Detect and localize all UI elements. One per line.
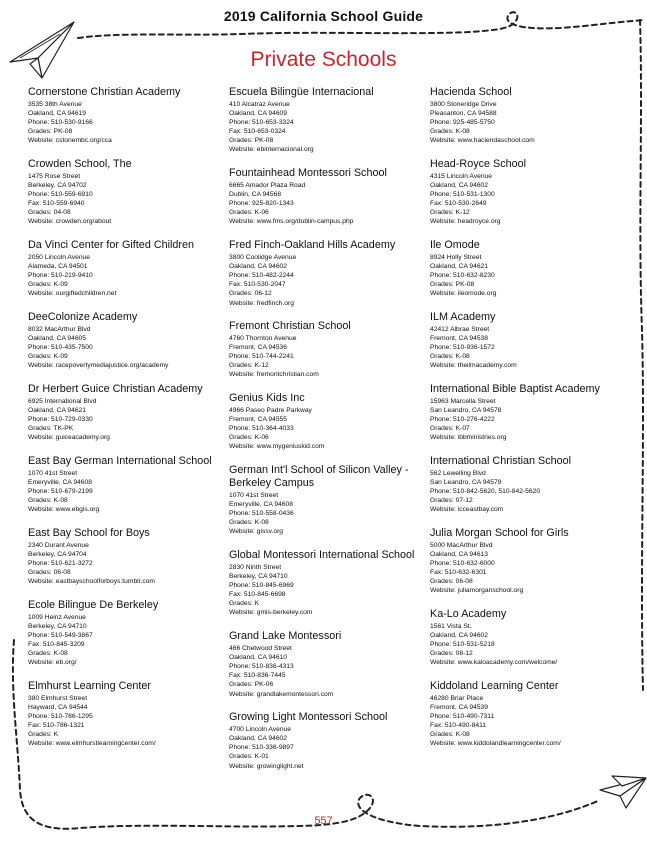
school-detail: 8924 Holly Street	[430, 254, 482, 262]
school-entry	[28, 158, 228, 227]
school-detail: Phone: 510-744-2241	[229, 353, 294, 361]
school-entry	[28, 680, 228, 749]
school-entry	[430, 527, 630, 596]
school-detail: Phone: 510-490-7311	[430, 713, 495, 721]
school-detail: Emeryville, CA 94608	[28, 479, 92, 487]
school-name: Growing Light Montessori School	[229, 711, 388, 724]
school-detail: 42412 Albrae Street	[430, 326, 490, 333]
school-detail: Phone: 510-276-4222	[430, 416, 495, 424]
school-detail: Phone: 510-632-6000	[430, 560, 495, 568]
school-detail: Phone: 510-679-2199	[28, 488, 93, 496]
school-detail: Grades: K-08	[28, 650, 68, 658]
school-detail: Grades: 06-08	[28, 569, 71, 577]
school-detail: Grades: K-09	[28, 353, 68, 361]
school-detail: Oakland, CA 94610	[229, 654, 287, 662]
school-detail: Grades: 08-12	[430, 650, 473, 658]
school-name: Fred Finch-Oakland Hills Academy	[229, 239, 396, 252]
school-entry	[229, 464, 429, 536]
school-detail: Website: juliamorganschool.org	[430, 587, 524, 595]
school-detail: 2340 Durant Avenue	[28, 541, 89, 549]
school-detail: Fax: 510-490-8411	[430, 722, 487, 730]
school-detail: Website: www.haciendaschool.com	[430, 137, 535, 145]
school-detail: Website: grandlakemontessori.com	[229, 690, 334, 698]
school-detail: San Leandro, CA 94579	[430, 479, 502, 487]
school-entry	[229, 549, 429, 618]
school-entry	[28, 383, 228, 442]
school-detail: Website: www.mygeniuskid.com	[229, 443, 325, 451]
school-detail: Grades: K-12	[430, 209, 470, 217]
school-name: DeeColonize Academy	[28, 311, 138, 323]
school-detail: Grades: 04-08	[28, 209, 71, 217]
school-name: East Bay German International School	[28, 454, 212, 467]
school-detail: Grades: PK-06	[229, 681, 274, 689]
school-name: International Christian School	[430, 454, 572, 467]
school-detail: San Leandro, CA 94578	[430, 407, 502, 415]
school-detail: Phone: 510-219-9410	[28, 272, 93, 280]
school-detail: Phone: 510-559-6910	[28, 191, 93, 199]
school-entry	[430, 311, 630, 370]
school-column-3	[430, 86, 630, 761]
school-detail: 410 Alcatraz Avenue	[229, 101, 290, 108]
school-detail: 4315 Lincoln Avenue	[430, 172, 492, 180]
school-entry	[229, 630, 429, 699]
school-detail: Fax: 510-530-2649	[430, 200, 487, 208]
school-detail: Phone: 925-485-5750	[430, 119, 495, 127]
school-detail: Phone: 510-558-0436	[229, 510, 294, 518]
school-detail: Grades: 06-12	[229, 290, 272, 298]
school-detail: Website: www.elmhurstlearningcenter.com/	[28, 740, 156, 748]
school-detail: Oakland, CA 94602	[229, 263, 287, 271]
school-detail: Grades: K	[28, 731, 59, 739]
school-entry	[28, 455, 228, 514]
school-detail: 4700 Lincoln Avenue	[229, 726, 291, 734]
school-detail: Website: gmis-berkeley.com	[229, 609, 313, 617]
school-detail: Website: eastbayschoolforboys.tumblr.com	[28, 578, 155, 586]
school-detail: Fax: 510-786-1321	[28, 722, 85, 730]
school-detail: Phone: 510-836-4313	[229, 663, 294, 671]
school-detail: Grades: K-01	[229, 753, 269, 761]
school-detail: Website: www.kaloacademy.com/welcome/	[430, 659, 558, 667]
school-detail: Fax: 510-845-3209	[28, 641, 85, 649]
school-detail: Fax: 510-530-2047	[229, 281, 286, 289]
school-column-2	[229, 86, 429, 783]
school-name: Crowden School, The	[28, 157, 132, 170]
school-entry	[229, 711, 429, 770]
school-detail: Website: headroyce.org	[430, 218, 501, 226]
guide-title: 2019 California School Guide	[223, 8, 424, 24]
school-detail: Fax: 510-836-7445	[229, 672, 286, 680]
school-entry	[28, 599, 228, 668]
school-detail: Grades: K-12	[229, 362, 269, 370]
school-detail: Fax: 510-559-6940	[28, 200, 85, 208]
school-detail: Phone: 510-482-2244	[229, 272, 294, 280]
school-detail: Website: crowden.org/about	[28, 218, 112, 226]
school-name: Elmhurst Learning Center	[28, 679, 152, 692]
school-detail: Website: cstonembc.org/cca	[28, 137, 112, 145]
school-entry	[229, 320, 429, 379]
school-detail: Grades: K-06	[229, 434, 269, 442]
school-name: Cornerstone Christian Academy	[28, 86, 181, 98]
school-detail: Phone: 925-820-1343	[229, 200, 294, 208]
school-detail: Website: www.kiddolandlearningcenter.com/	[430, 740, 561, 748]
school-name: International Bible Baptist Academy	[430, 382, 600, 395]
school-detail: Website: racepovertymediajustice.org/academy	[28, 362, 169, 370]
school-detail: Website: gissv.org	[229, 528, 284, 536]
school-detail: Phone: 510-786-1295	[28, 713, 93, 721]
school-detail: Phone: 510-435-7500	[28, 344, 93, 352]
school-detail: Grades: K-08	[28, 497, 68, 505]
school-detail: Website: www.ebgis.org	[28, 506, 100, 514]
school-detail: Pleasanton, CA 94588	[430, 110, 497, 118]
school-detail: Oakland, CA 94621	[430, 263, 488, 271]
school-name: Head-Royce School	[430, 157, 527, 170]
school-detail: Grades: TK-PK	[28, 425, 74, 433]
school-detail: Phone: 510-845-6969	[229, 582, 294, 590]
school-name: Escuela Bilingüe Internacional	[229, 86, 374, 98]
school-detail: 15963 Marcella Street	[430, 397, 496, 405]
school-detail: 1009 Heinz Avenue	[28, 613, 86, 621]
school-detail: 4966 Paseo Padre Parkway	[229, 407, 312, 415]
school-detail: 562 Lewelling Blvd	[430, 469, 486, 477]
school-detail: Website: fremontchristian.com	[229, 371, 319, 379]
school-entry	[229, 392, 429, 451]
school-name: Hacienda School	[430, 86, 512, 98]
school-detail: Phone: 510-364-4033	[229, 425, 294, 433]
school-detail: 46280 Briar Place	[430, 694, 484, 702]
school-detail: Website: ourgiftedchildren.net	[28, 290, 117, 298]
school-detail: Berkeley, CA 94704	[28, 551, 87, 558]
school-detail: Grades: K-08	[430, 353, 470, 361]
school-detail: Website: guiceacademy.org	[28, 434, 110, 442]
school-name: Ka-Lo Academy	[430, 607, 507, 620]
school-detail: Oakland, CA 94602	[430, 182, 488, 190]
school-name: Ecole Bilingue De Berkeley	[28, 598, 159, 611]
school-detail: Fax: 510-632-6301	[430, 569, 487, 577]
school-name: Genius Kids Inc	[229, 392, 305, 405]
school-detail: Emeryville, CA 94608	[229, 501, 293, 509]
school-detail: Oakland, CA 94619	[28, 110, 86, 118]
school-entry	[28, 527, 228, 586]
school-detail: Grades: 07-12	[430, 497, 473, 505]
school-detail: Hayward, CA 94544	[28, 704, 88, 712]
school-detail: Oakland, CA 94609	[229, 110, 287, 118]
school-detail: Fremont, CA 94538	[430, 335, 488, 343]
school-detail: Grades: K-08	[430, 731, 470, 739]
school-name: Da Vinci Center for Gifted Children	[28, 239, 195, 252]
school-detail: Phone: 510-936-1572	[430, 344, 495, 352]
school-detail: 2050 Lincoln Avenue	[28, 254, 90, 262]
school-detail: Berkeley, CA 94710	[229, 573, 288, 581]
school-detail: 3800 Stoneridge Drive	[430, 101, 497, 108]
school-detail: Phone: 510-530-9166	[28, 119, 93, 127]
school-name: Kiddoland Learning Center	[430, 679, 559, 692]
section-title: Private Schools	[250, 48, 397, 71]
school-entry	[430, 680, 630, 749]
school-detail: 4760 Thornton Avenue	[229, 335, 297, 343]
school-entry	[430, 158, 630, 227]
school-detail: 466 Chetwood Street	[229, 645, 292, 653]
school-detail: Website: ileomode.org	[430, 290, 497, 298]
school-detail: 2830 Ninth Street	[229, 564, 282, 571]
school-detail: Phone: 510-729-0330	[28, 416, 93, 424]
school-detail: Grades: K-06	[229, 209, 269, 217]
school-entry	[430, 383, 630, 442]
school-detail: 1475 Rose Street	[28, 172, 81, 180]
school-name: Fountainhead Montessori School	[229, 167, 387, 180]
school-detail: Phone: 510-653-3324	[229, 119, 294, 127]
school-detail: Grades: K-09	[28, 281, 68, 289]
school-detail: Fremont, CA 94539	[430, 704, 488, 712]
page-number: 557	[314, 815, 333, 827]
school-entry	[430, 86, 630, 145]
school-detail: Grades: K-07	[430, 425, 470, 433]
school-detail: 380 Elmhurst Street	[28, 694, 88, 702]
school-detail: 1070 41st Street	[28, 469, 78, 477]
school-entry	[28, 311, 228, 370]
school-detail: Fremont, CA 94536	[229, 344, 287, 352]
school-detail: 5000 MacArthur Blvd	[430, 541, 493, 549]
school-detail: Website: growinglight.net	[229, 762, 304, 770]
school-entry	[430, 239, 630, 298]
school-detail: Grades: 06-08	[430, 578, 473, 586]
school-name: Global Montessori International School	[229, 549, 415, 561]
school-detail: Oakland, CA 94602	[430, 632, 488, 640]
school-detail: Grades: PK-08	[28, 128, 73, 136]
school-entry	[229, 167, 429, 226]
school-detail: 1070 41st Street	[229, 492, 279, 500]
school-entry	[28, 86, 228, 145]
school-detail: Alameda, CA 94501	[28, 263, 88, 271]
school-detail: Grades: K-08	[229, 519, 269, 527]
school-detail: Dublin, CA 94568	[229, 191, 282, 199]
school-detail: Grades: PK-08	[430, 281, 475, 289]
school-detail: Phone: 510-531-5218	[430, 641, 495, 649]
school-detail: Phone: 510-531-1300	[430, 191, 495, 199]
school-detail: Phone: 510-549-3867	[28, 632, 93, 640]
school-detail: 6925 International Blvd	[28, 397, 97, 405]
school-name: Grand Lake Montessori	[229, 630, 342, 643]
school-detail: Phone: 510-842-5620, 510-842-5620	[430, 488, 541, 496]
school-detail: Grades: K-08	[430, 128, 470, 136]
school-detail: Phone: 510-336-9897	[229, 744, 294, 752]
school-detail: Berkeley, CA 94702	[28, 182, 87, 190]
school-name: German Int'l School of Silicon Valley - Berkeley Campus	[229, 464, 409, 490]
school-detail: Phone: 510-621-3272	[28, 560, 93, 568]
school-detail: 8032 MacArthur Blvd	[28, 326, 91, 333]
school-detail: Fax: 510-845-6698	[229, 591, 286, 599]
school-entry	[229, 86, 429, 155]
school-detail: Website: www.fms.org/dublin-campus.php	[229, 218, 354, 226]
school-column-1	[28, 86, 228, 761]
school-detail: 1561 Vista St.	[430, 622, 472, 630]
school-name: Julia Morgan School for Girls	[430, 526, 569, 539]
school-detail: Website: eb.org/	[28, 659, 77, 667]
school-detail: Website: ebinternacional.org	[229, 146, 314, 154]
school-detail: 3800 Coolidge Avenue	[229, 254, 297, 262]
school-detail: 3535 38th Avenue	[28, 101, 82, 108]
school-detail: Oakland, CA 94605	[28, 335, 86, 343]
school-detail: 6665 Amador Plaza Road	[229, 182, 306, 190]
school-entry	[430, 608, 630, 667]
paper-airplane-icon-bottom	[600, 776, 646, 808]
school-entry	[28, 239, 228, 298]
school-name: Dr Herbert Guice Christian Academy	[28, 382, 203, 395]
school-detail: Fax: 510-653-0324	[229, 128, 286, 136]
school-entry	[229, 239, 429, 308]
school-detail: Grades: PK-08	[229, 137, 274, 145]
school-name: Fremont Christian School	[229, 320, 351, 333]
school-detail: Fremont, CA 94555	[229, 416, 287, 424]
school-detail: Oakland, CA 94602	[229, 735, 287, 743]
school-name: East Bay School for Boys	[28, 526, 150, 539]
school-detail: Website: fredfinch.org	[229, 299, 294, 307]
school-detail: Berkeley, CA 94710	[28, 622, 87, 630]
school-detail: Oakland, CA 94613	[430, 551, 488, 558]
school-detail: Website: theilmacademy.com	[430, 362, 517, 370]
school-detail: Website: ibbministries.org	[430, 434, 507, 442]
school-detail: Oakland, CA 94621	[28, 407, 86, 415]
school-entry	[430, 455, 630, 514]
school-detail: Grades: K	[229, 600, 260, 608]
school-name: Ile Omode	[430, 239, 480, 252]
school-detail: Website: icceastbay.com	[430, 506, 504, 514]
school-detail: Phone: 510-632-8230	[430, 272, 495, 280]
school-name: ILM Academy	[430, 311, 496, 323]
